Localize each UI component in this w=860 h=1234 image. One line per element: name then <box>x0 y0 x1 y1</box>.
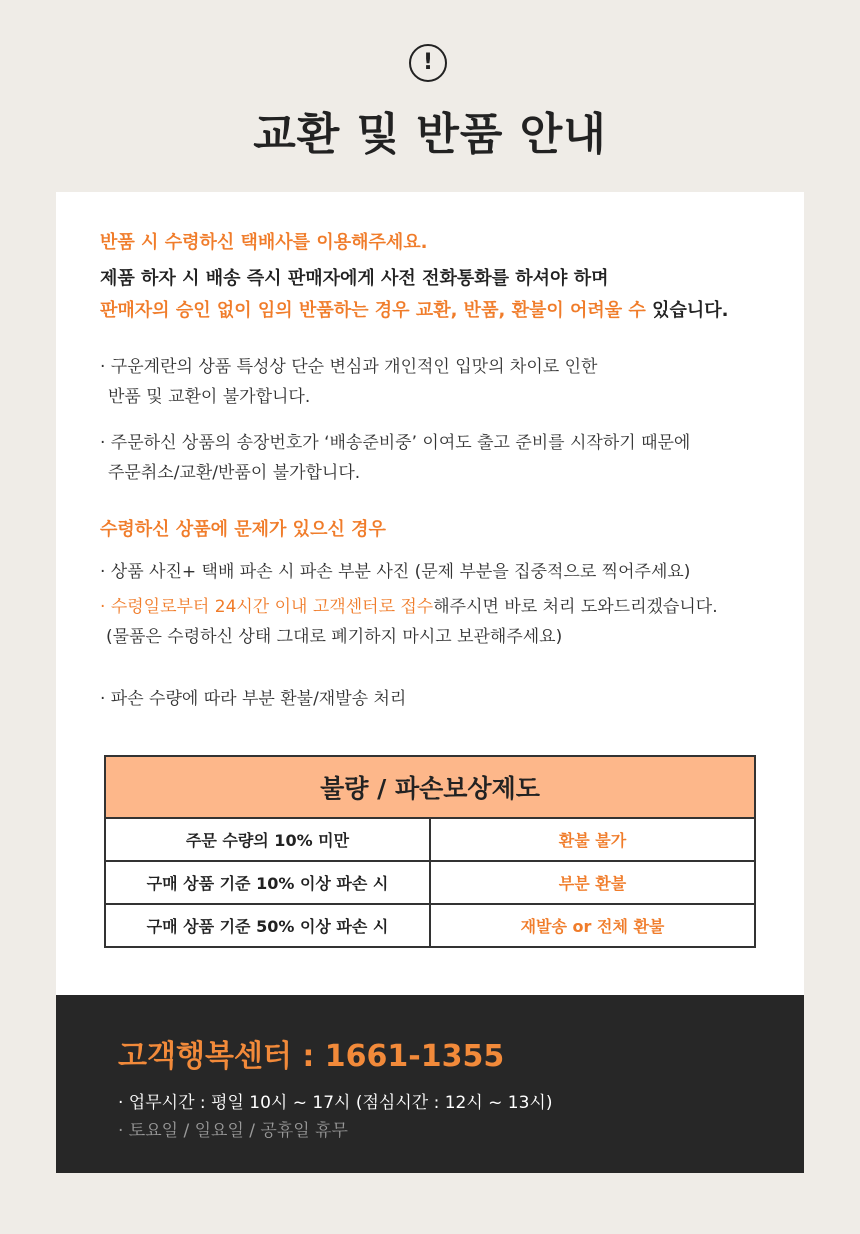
table-cell-condition: 구매 상품 기준 10% 이상 파손 시 <box>106 862 431 903</box>
bullet-egg-policy-2: 반품 및 교환이 불가합니다. <box>108 387 311 407</box>
bullet-egg-policy-1: · 구운계란의 상품 특성상 단순 변심과 개인적인 입맛의 차이로 인한 <box>100 357 598 377</box>
notice-line-2-end: 있습니다. <box>645 300 729 321</box>
customer-center-footer <box>56 995 804 1173</box>
return-courier-heading: 반품 시 수령하신 택배사를 이용해주세요. <box>100 232 428 253</box>
table-cell-condition: 구매 상품 기준 50% 이상 파손 시 <box>106 905 431 946</box>
business-hours: · 업무시간 : 평일 10시 ~ 17시 (점심시간 : 12시 ~ 13시) <box>118 1093 553 1113</box>
table-cell-result: 환불 불가 <box>558 831 627 850</box>
notice-line-1: 제품 하자 시 배송 즉시 판매자에게 사전 전화통화를 하셔야 하며 <box>100 268 609 289</box>
notice-line-2 <box>100 296 728 322</box>
bullet-photo-request: · 상품 사진+ 택배 파손 시 파손 부분 사진 (문제 부분을 집중적으로 찍어주세요) <box>100 562 691 582</box>
page-title: 교환 및 반품 안내 <box>253 109 607 160</box>
closed-days: · 토요일 / 일요일 / 공휴일 휴무 <box>118 1121 348 1141</box>
table-cell-result: 부분 환불 <box>558 874 627 893</box>
table-title: 불량 / 파손보상제도 <box>106 757 754 819</box>
compensation-table <box>104 755 756 948</box>
notice-card <box>56 192 804 995</box>
bullet-keep-item-note: (물품은 수령하신 상태 그대로 폐기하지 마시고 보관해주세요) <box>106 627 563 647</box>
exclamation-circle-icon <box>409 44 447 82</box>
notice-line-2-warning: 판매자의 승인 없이 임의 반품하는 경우 교환, 반품, 환불이 어려울 수 <box>100 300 646 321</box>
table-row <box>106 819 754 862</box>
table-cell-condition: 주문 수량의 10% 미만 <box>106 819 431 860</box>
table-cell-result: 재발송 or 전체 환불 <box>520 917 665 936</box>
bullet-partial-refund: · 파손 수량에 따라 부분 환불/재발송 처리 <box>100 689 407 709</box>
report-deadline-rest: 해주시면 바로 처리 도와드리겠습니다. <box>433 597 718 617</box>
table-row <box>106 905 754 946</box>
customer-center-phone: 고객행복센터 : 1661-1355 <box>118 1039 505 1074</box>
bullet-shipping-policy-2: 주문취소/교환/반품이 불가합니다. <box>108 463 361 483</box>
report-deadline-highlight: 수령일로부터 24시간 이내 고객센터로 접수 <box>110 597 434 617</box>
bullet-dot: · <box>100 597 111 617</box>
bullet-24h-report <box>100 592 718 617</box>
problem-heading: 수령하신 상품에 문제가 있으신 경우 <box>100 519 386 540</box>
table-row <box>106 862 754 905</box>
exclamation-glyph: ! <box>422 50 434 75</box>
bullet-shipping-policy-1: · 주문하신 상품의 송장번호가 ‘배송준비중’ 이여도 출고 준비를 시작하기 때문에 <box>100 433 691 453</box>
